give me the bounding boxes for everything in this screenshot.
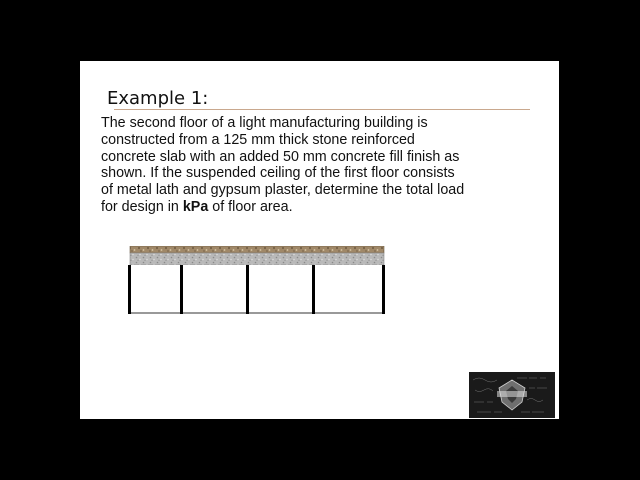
problem-statement [101,115,521,216]
statement-line-6 [101,199,521,216]
slide [80,61,559,419]
column-1 [128,265,131,314]
column-3 [246,265,249,314]
slide-title: Example 1: [107,88,209,109]
statement-line-2: constructed from a 125 mm thick stone reinforced [101,131,415,148]
channel-logo [469,372,555,418]
statement-line-4: shown. If the suspended ceiling of the first floor consists [101,165,455,182]
statement-line-1: The second floor of a light manufacturing building is [101,115,428,131]
bay-3 [248,265,312,313]
concrete-fill-finish [130,246,384,253]
bay-4 [314,265,384,313]
statement-line-6-start: for design in [101,198,183,215]
reinforced-concrete-slab [130,253,384,265]
column-4 [312,265,315,314]
statement-line-5: of metal lath and gypsum plaster, determine the total load [101,182,465,199]
statement-line-3: concrete slab with an added 50 mm concrete fill finish as [101,148,460,165]
title-underline [114,109,530,110]
column-5 [382,265,385,314]
floor-section-diagram [128,246,386,314]
statement-line-6-end: of floor area. [208,198,293,215]
bay-2 [183,265,246,313]
column-2 [180,265,183,314]
bay-1 [130,265,181,313]
unit-kpa: kPa [182,198,209,215]
